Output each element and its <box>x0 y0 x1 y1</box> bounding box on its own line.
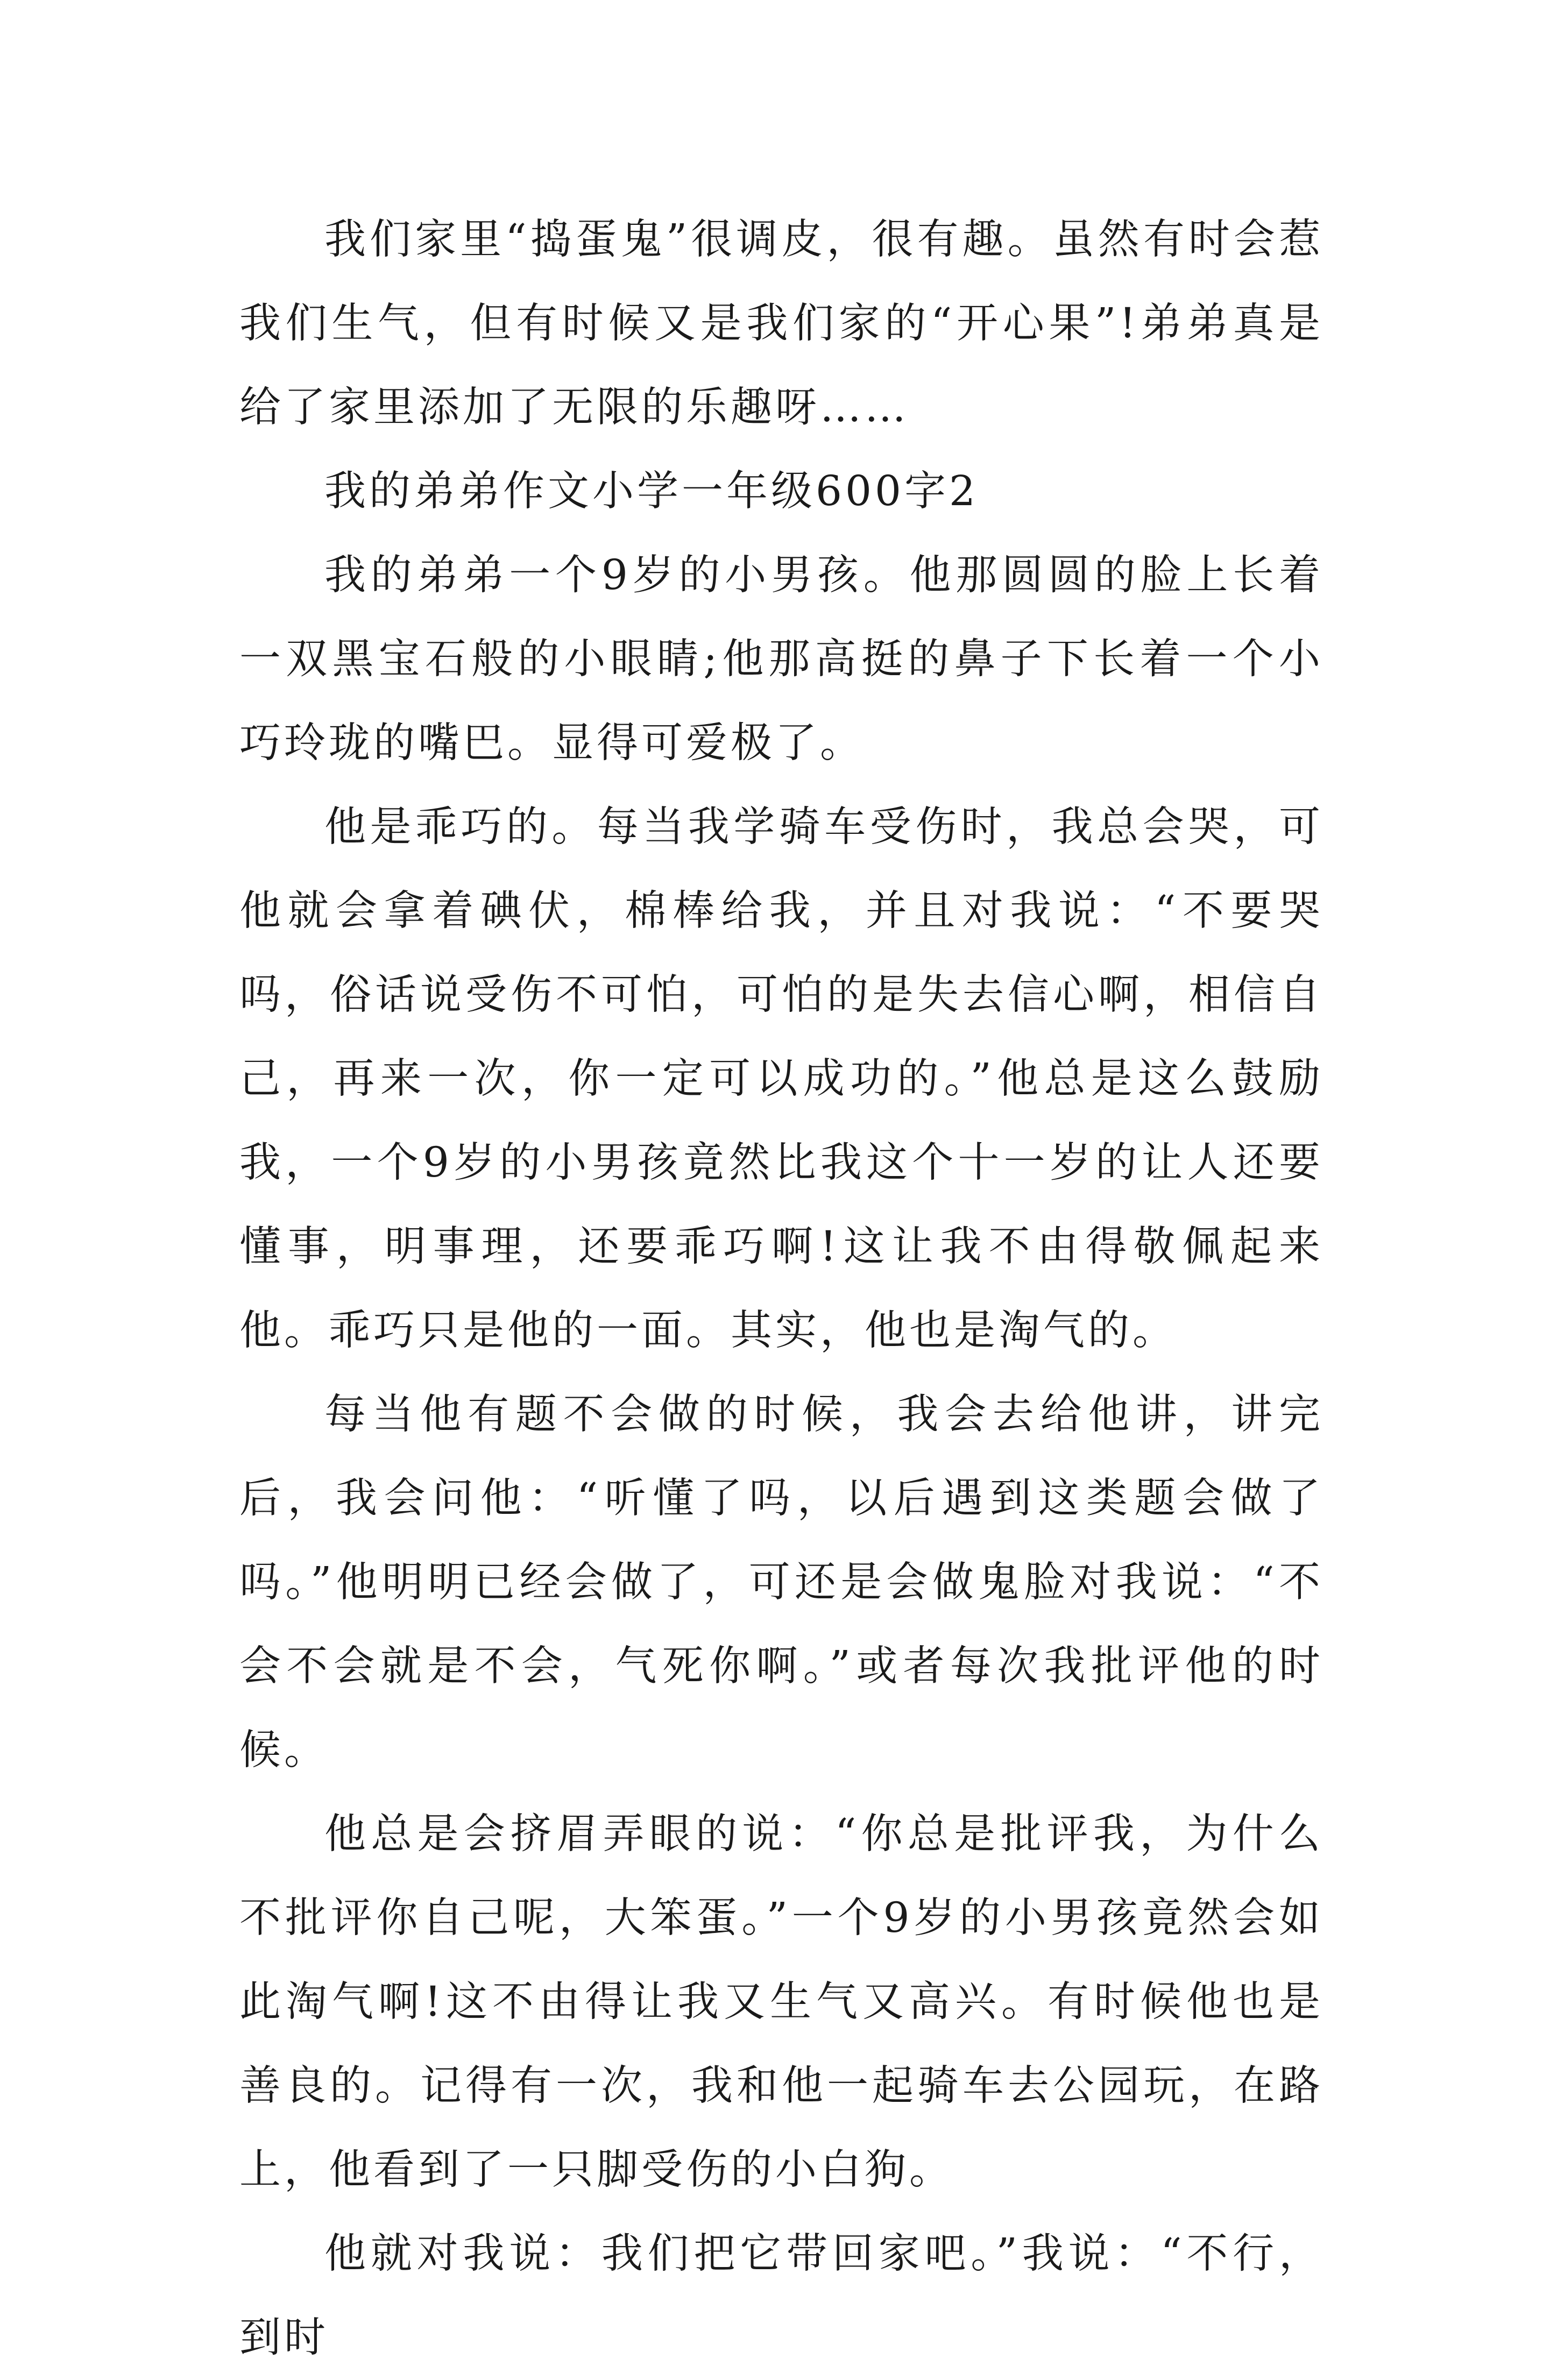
paragraph-closing: 我们家里“捣蛋鬼”很调皮，很有趣。虽然有时会惹我们生气，但有时候又是我们家的“开心果”!弟弟真是给了家里添加了无限的乐趣呀…… <box>239 216 1324 431</box>
paragraph-naughty: 他总是会挤眉弄眼的说：“你总是批评我，为什么不批评你自己呢，大笨蛋。”一个9岁的小男孩竟然会如此淘气啊!这不由得让我又生气又高兴。有时候他也是善良的。记得有一次，我和他一起骑车去公园玩，在路上，他看到了一只脚受伤的小白狗。 <box>239 1810 1324 2194</box>
paragraph-puppy: 他就对我说：我们把它带回家吧。”我说：“不行，到时 <box>239 2230 1324 2362</box>
paragraph-homework: 每当他有题不会做的时候，我会去给他讲，讲完后，我会问他：“听懂了吗，以后遇到这类题会做了吗。”他明明已经会做了，可还是会做鬼脸对我说：“不会不会就是不会，气死你啊。”或者每次我批评他的时候。 <box>239 1391 1324 1774</box>
document-body <box>239 198 1324 2380</box>
essay-title: 我的弟弟作文小学一年级600字2 <box>324 468 979 515</box>
paragraph-appearance: 我的弟弟一个9岁的小男孩。他那圆圆的脸上长着一双黑宝石般的小眼睛;他那高挺的鼻子下长着一个小巧玲珑的嘴巴。显得可爱极了。 <box>239 551 1324 767</box>
paragraph-well-behaved: 他是乖巧的。每当我学骑车受伤时，我总会哭，可他就会拿着碘伏，棉棒给我，并且对我说：“不要哭吗，俗话说受伤不可怕，可怕的是失去信心啊，相信自己，再来一次，你一定可以成功的。”他总是这么鼓励我，一个9岁的小男孩竟然比我这个十一岁的让人还要懂事，明事理，还要乖巧啊!这让我不由得敬佩起来他。乖巧只是他的一面。其实，他也是淘气的。 <box>239 803 1324 1355</box>
